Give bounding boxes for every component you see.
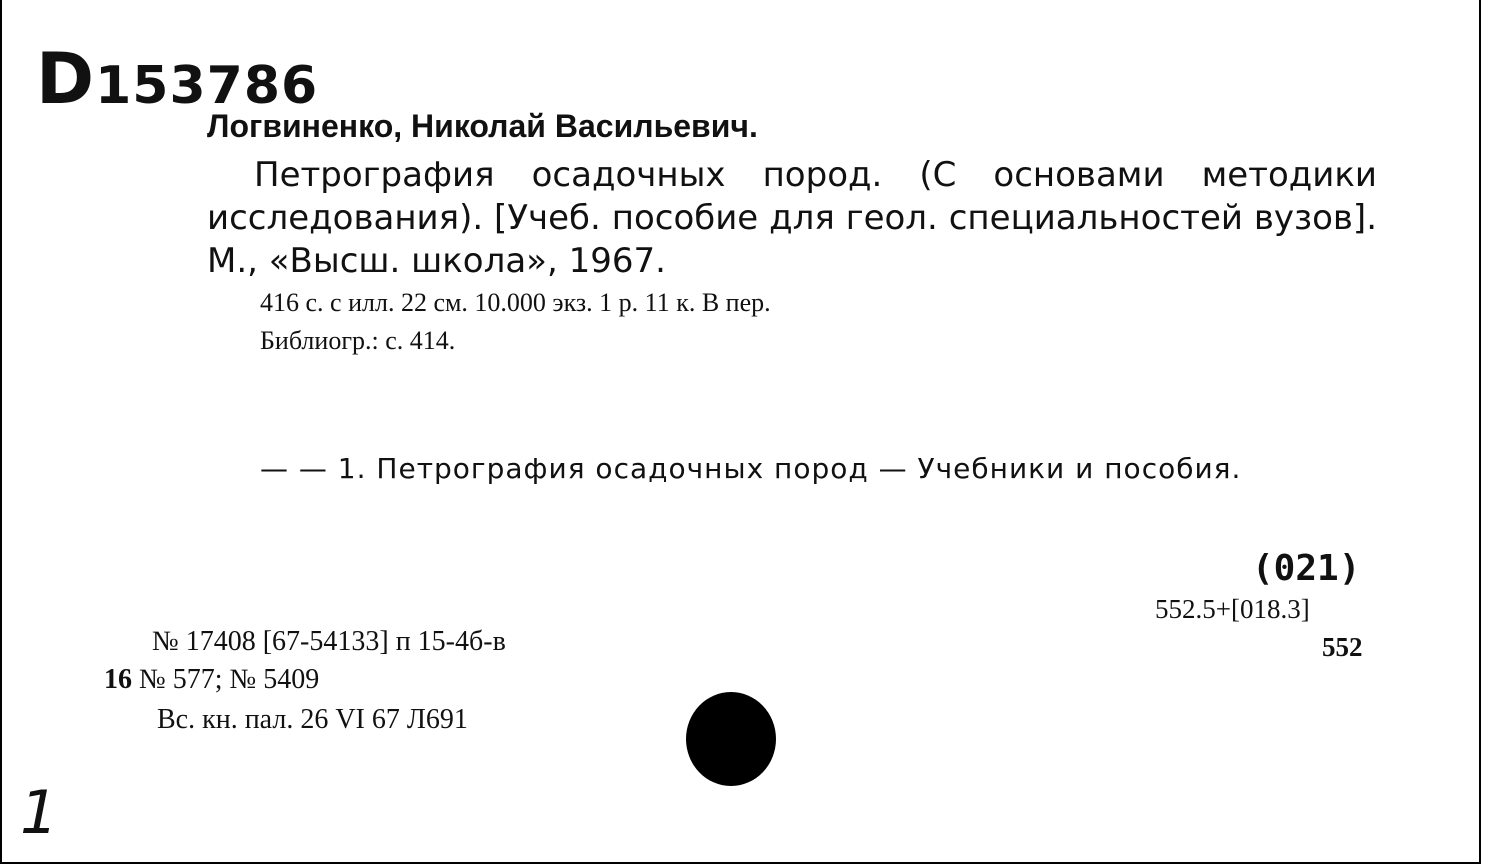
registration-line-1: № 17408 [67-54133] п 15-4б-в <box>152 626 506 657</box>
card-number-digits: 153786 <box>95 56 319 116</box>
registration-line-2 <box>104 664 319 696</box>
registration-line-3: Вс. кн. пал. 26 VI 67 Л691 <box>157 704 468 735</box>
punch-hole <box>686 692 776 786</box>
classification-code-secondary: 552 <box>1322 632 1363 662</box>
classification-handwritten: (021) <box>1252 548 1361 589</box>
registration-prefix: 16 <box>104 664 132 695</box>
physical-description: 416 с. с илл. 22 см. 10.000 экз. 1 р. 11 к. В пер. <box>260 288 771 317</box>
author-heading: Логвиненко, Николай Васильевич. <box>207 108 758 144</box>
registration-numbers: № 577; № 5409 <box>139 664 320 695</box>
corner-handwritten-mark: 1 <box>20 778 59 848</box>
card-number-letter: D <box>36 38 96 120</box>
classification-code: 552.5+[018.3] <box>1155 594 1310 624</box>
subject-heading: — — 1. Петрография осадочных пород — Учебники и пособия. <box>260 452 1242 485</box>
title-block: Петрография осадочных пород. (С основами методики исследования). [Учеб. пособие для геол. специальностей вузов]. М., «Высш. школа», 1967. <box>207 155 1377 281</box>
bibliography-note: Библиогр.: с. 414. <box>260 326 456 355</box>
